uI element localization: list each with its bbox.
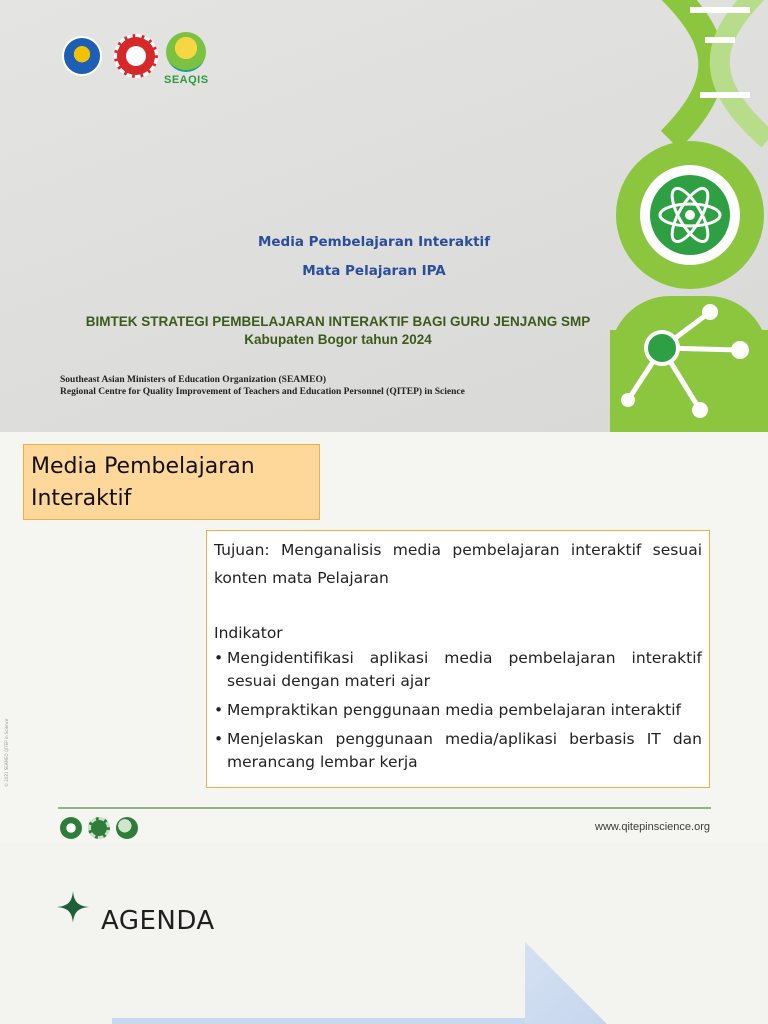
- sparkle-star-icon: [56, 890, 90, 924]
- slide-title: Media Pembelajaran Interaktif: [257, 234, 491, 250]
- kemendikbud-logo-icon: [62, 36, 102, 76]
- title-slide: [0, 0, 768, 432]
- organization-centre: Regional Centre for Quality Improvement of Teachers and Education Personnel (QITEP) in Science: [60, 387, 465, 397]
- event-title: BIMTEK STRATEGI PEMBELAJARAN INTERAKTIF BAGI GURU JENJANG SMP: [85, 314, 591, 329]
- decorative-triangle: [525, 942, 607, 1024]
- atom-icon: [616, 141, 764, 289]
- organization-name: Southeast Asian Ministers of Education Organization (SEAMEO): [60, 375, 327, 385]
- agenda-title: AGENDA: [101, 906, 215, 936]
- slide-heading: Media Pembelajaran Interaktif: [23, 444, 320, 520]
- objectives-box: [206, 530, 710, 788]
- objective-text: Tujuan: Menganalisis media pembelajaran interaktif sesuai konten mata Pelajaran: [214, 541, 702, 587]
- objectives-slide: [0, 432, 768, 842]
- event-location: Kabupaten Bogor tahun 2024: [244, 332, 432, 347]
- decorative-bar: [112, 1018, 525, 1024]
- kemendikbud-small-logo-icon: [60, 817, 82, 839]
- list-item: • Mempraktikan penggunaan media pembelajaran interaktif: [214, 699, 702, 722]
- seameo-small-logo-icon: [88, 817, 110, 839]
- dna-icon: [670, 0, 768, 140]
- science-decoration: [610, 0, 768, 432]
- footer-url: www.qitepinscience.org: [595, 821, 710, 833]
- seaqis-emblem: [166, 32, 206, 72]
- agenda-slide: [0, 842, 768, 1024]
- seameo-logo-icon: [114, 34, 158, 78]
- slide-subject: Mata Pelajaran IPA: [302, 263, 446, 279]
- seaqis-wordmark: SEAQIS: [164, 74, 209, 86]
- qitep-small-logo-icon: [116, 817, 138, 839]
- list-item: • Menjelaskan penggunaan media/aplikasi berbasis IT dan merancang lembar kerja: [214, 728, 702, 774]
- molecule-icon: [610, 296, 768, 432]
- indicator-list: [214, 647, 702, 774]
- list-item: • Mengidentifikasi aplikasi media pembelajaran interaktif sesuai dengan materi ajar: [214, 647, 702, 693]
- copyright-side-text: © 2021 SEAMEO QITEP in Science: [4, 718, 9, 787]
- indicator-label: Indikator: [214, 624, 283, 642]
- seaqis-logo-icon: [164, 32, 209, 86]
- footer-divider: [58, 807, 711, 809]
